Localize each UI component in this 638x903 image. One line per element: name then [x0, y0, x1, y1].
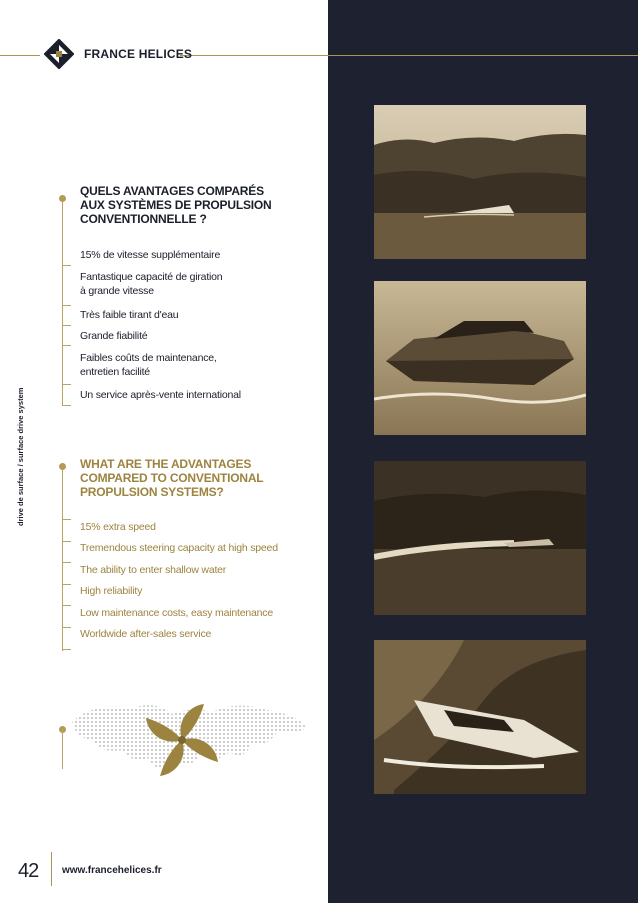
- french-title-line-3: CONVENTIONNELLE ?: [80, 212, 207, 226]
- french-title-line-1: QUELS AVANTAGES COMPARÉS: [80, 184, 264, 198]
- french-title: [80, 184, 272, 226]
- english-item: High reliability: [80, 585, 143, 597]
- french-item: Grande fiabilité: [80, 330, 148, 342]
- english-rail: [62, 466, 63, 651]
- french-bullet-dot: [59, 195, 66, 202]
- boat-photo-coastline: [374, 105, 586, 259]
- world-map-propeller-graphic: [62, 692, 312, 784]
- map-rail: [62, 729, 63, 769]
- france-helices-logo-icon: [44, 39, 74, 69]
- french-rail: [62, 198, 63, 406]
- french-tick: [62, 265, 71, 266]
- french-tick: [62, 305, 71, 306]
- french-tick: [62, 405, 71, 406]
- english-tick: [62, 649, 71, 650]
- header-rule-right: [180, 55, 638, 56]
- english-item: Low maintenance costs, easy maintenance: [80, 607, 273, 619]
- french-title-line-2: AUX SYSTÈMES DE PROPULSION: [80, 198, 272, 212]
- page-number: 42: [18, 860, 39, 882]
- brand-name: FRANCE HELICES: [84, 47, 193, 61]
- french-tick: [62, 325, 71, 326]
- boat-photo-speedboat-wake: [374, 640, 586, 794]
- english-item: The ability to enter shallow water: [80, 564, 227, 576]
- header-rule-left: [0, 55, 40, 56]
- english-tick: [62, 605, 71, 606]
- english-item: 15% extra speed: [80, 521, 156, 533]
- boat-photo-military: [374, 461, 586, 615]
- french-item: Fantastique capacité de giration: [80, 271, 223, 283]
- english-tick: [62, 519, 71, 520]
- boat-photo-cruiser: [374, 281, 586, 435]
- english-bullet-dot: [59, 463, 66, 470]
- english-tick: [62, 584, 71, 585]
- french-item: Un service après-vente international: [80, 389, 241, 401]
- page-number-divider: [51, 852, 52, 886]
- french-item: Très faible tirant d'eau: [80, 309, 179, 321]
- vertical-section-label: drive de surface / surface drive system: [16, 387, 25, 526]
- english-tick: [62, 627, 71, 628]
- french-item: Faibles coûts de maintenance,: [80, 352, 217, 364]
- english-tick: [62, 562, 71, 563]
- english-title-line-3: PROPULSION SYSTEMS?: [80, 485, 224, 499]
- english-title-line-1: WHAT ARE THE ADVANTAGES: [80, 457, 252, 471]
- english-item: Tremendous steering capacity at high speed: [80, 542, 278, 554]
- french-item: entretien facilité: [80, 366, 150, 378]
- english-item: Worldwide after-sales service: [80, 628, 212, 640]
- website-url: www.francehelices.fr: [62, 865, 162, 876]
- english-title: [80, 457, 263, 499]
- french-tick: [62, 345, 71, 346]
- english-title-line-2: COMPARED TO CONVENTIONAL: [80, 471, 264, 485]
- french-item: 15% de vitesse supplémentaire: [80, 249, 221, 261]
- english-tick: [62, 541, 71, 542]
- french-item: à grande vitesse: [80, 285, 154, 297]
- french-tick: [62, 384, 71, 385]
